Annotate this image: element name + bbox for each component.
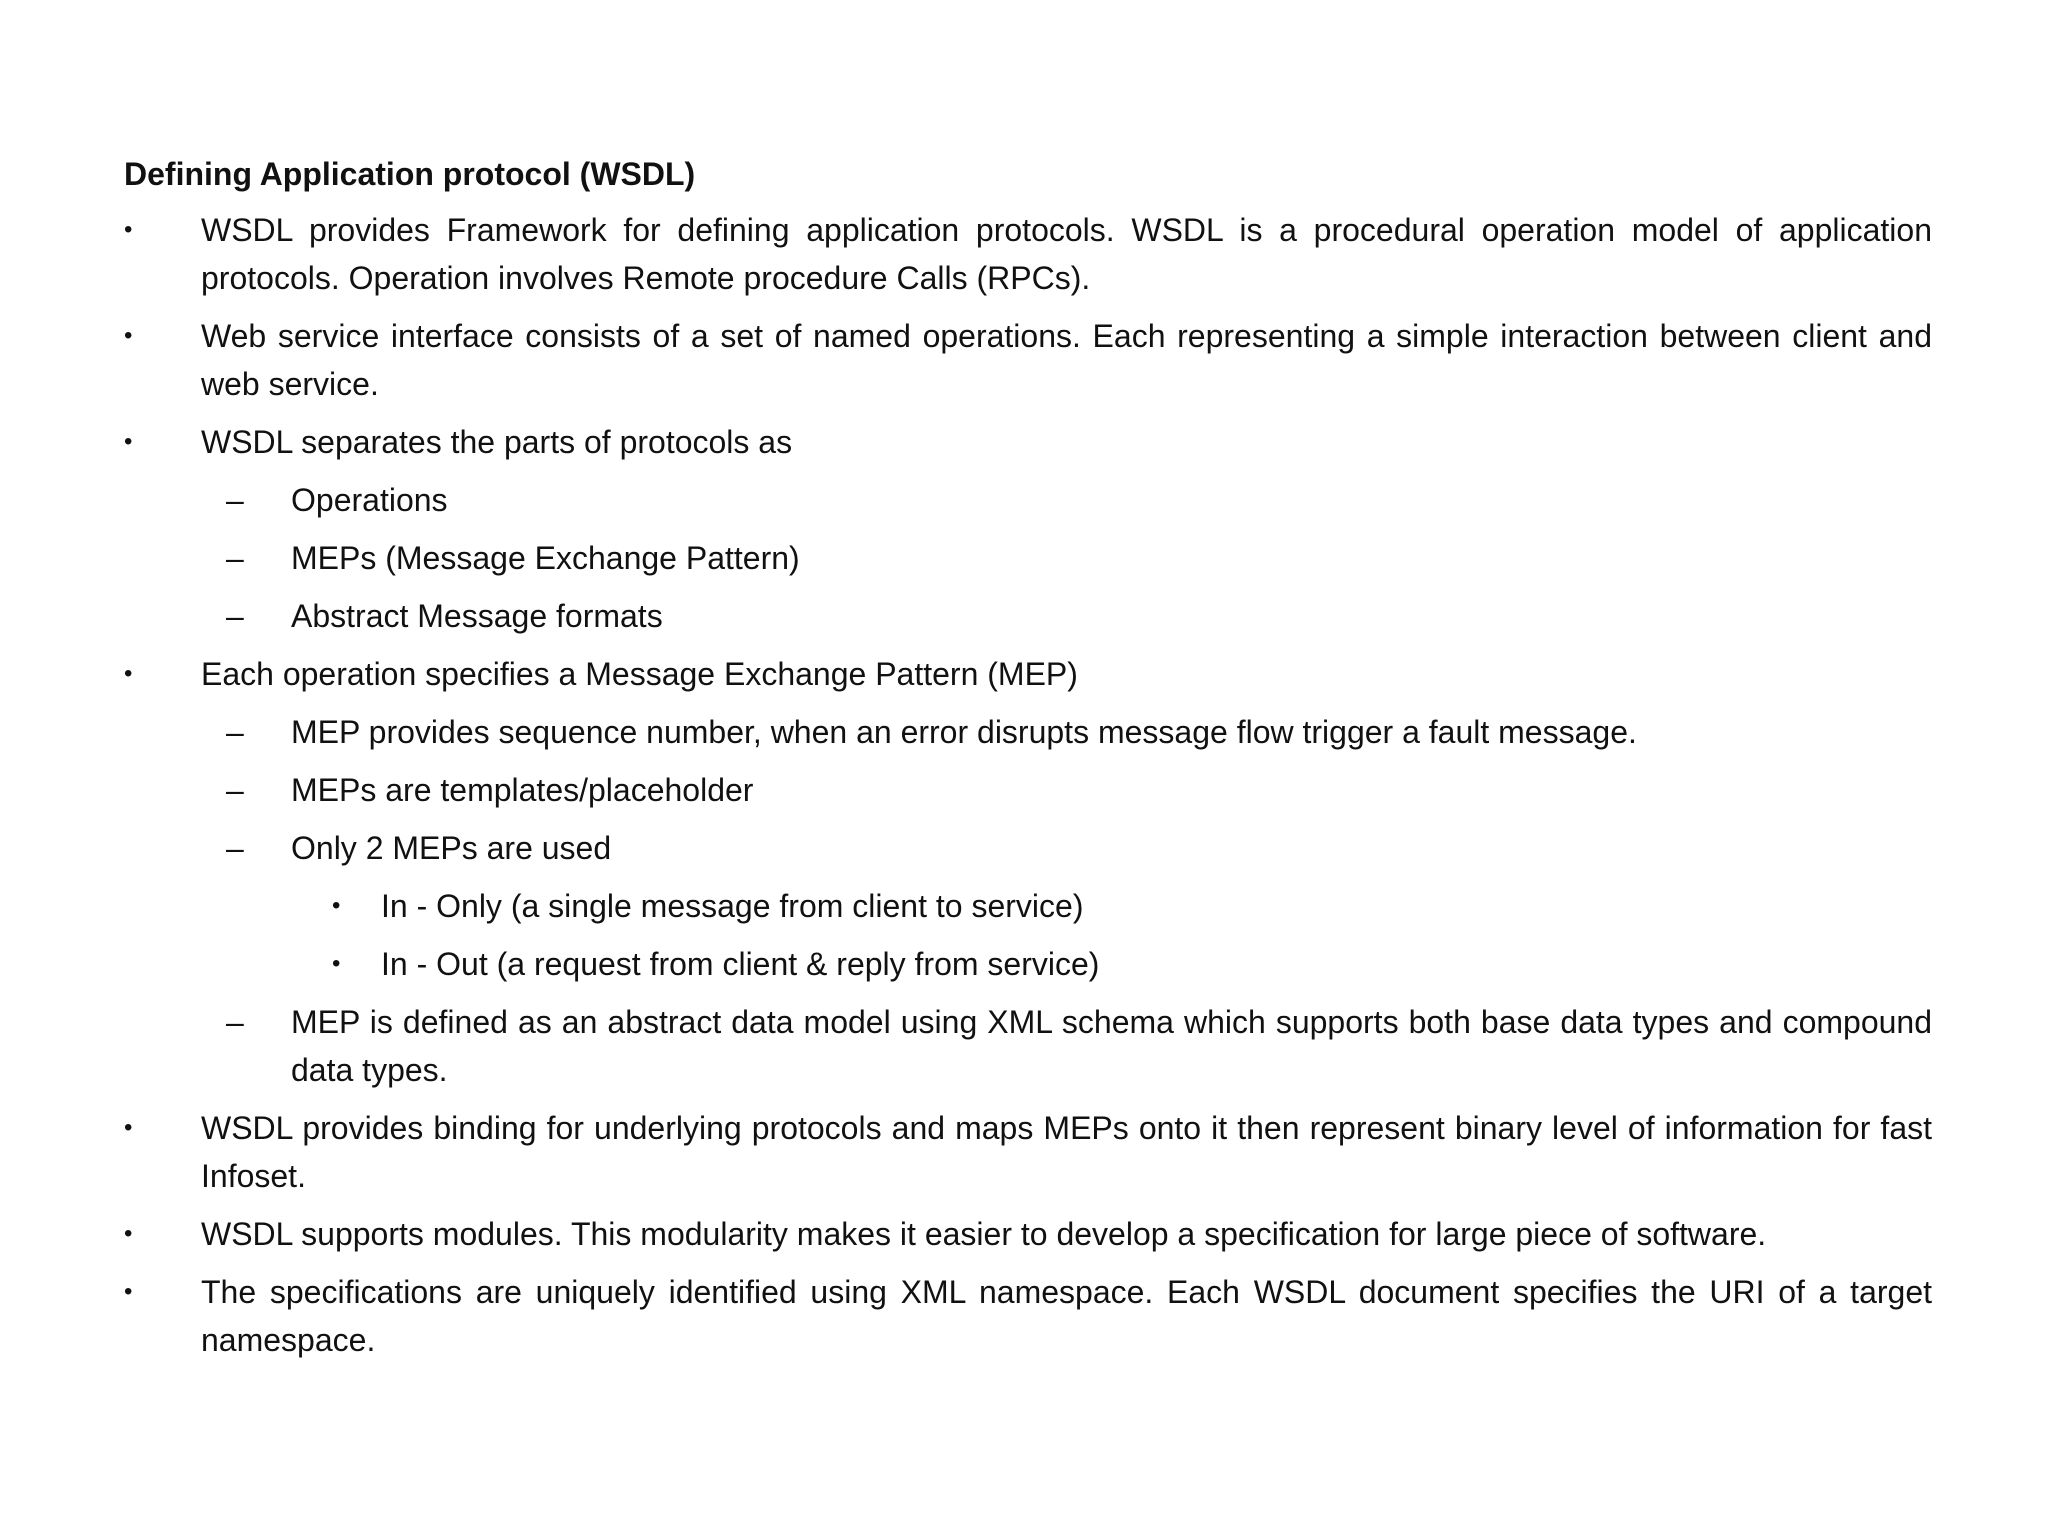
sub-list-item (124, 708, 1932, 756)
sub-list-item (124, 998, 1932, 1094)
list-item (124, 650, 1932, 698)
dash-icon: – (226, 482, 244, 518)
bullet-icon: • (124, 1114, 133, 1141)
list-item (124, 312, 1932, 408)
bullet-icon: • (332, 950, 341, 977)
list-item-text: MEP is defined as an abstract data model using XML schema which supports both base data types and compound data types. (291, 1004, 1932, 1088)
list-item-text: Only 2 MEPs are used (291, 830, 612, 866)
dash-icon: – (226, 598, 244, 634)
list-item-text: WSDL provides Framework for defining application protocols. WSDL is a procedural operation model of application protocols. Operation involves Remote procedure Calls (RPCs). (201, 212, 1932, 296)
sub-list-item (124, 476, 1932, 524)
list-item-text: Operations (291, 482, 448, 518)
list-item (124, 1268, 1932, 1364)
dash-icon: – (226, 540, 244, 576)
list-item-text: The specifications are uniquely identified using XML namespace. Each WSDL document specifies the URI of a target namespace. (201, 1274, 1932, 1358)
list-item-text: Each operation specifies a Message Exchange Pattern (MEP) (201, 656, 1078, 692)
sub-sub-list-item (124, 882, 1932, 930)
list-item-text: MEPs are templates/placeholder (291, 772, 754, 808)
sub-list-item (124, 766, 1932, 814)
bullet-icon: • (124, 1278, 133, 1305)
dash-icon: – (226, 830, 244, 866)
sub-list-item (124, 824, 1932, 872)
list-item (124, 206, 1932, 302)
list-item-text: In - Only (a single message from client to service) (381, 888, 1084, 924)
list-item-text: MEPs (Message Exchange Pattern) (291, 540, 800, 576)
list-item-text: In - Out (a request from client & reply from service) (381, 946, 1100, 982)
list-item-text: Abstract Message formats (291, 598, 663, 634)
list-item (124, 418, 1932, 466)
list-item-text: WSDL separates the parts of protocols as (201, 424, 793, 460)
dash-icon: – (226, 714, 244, 750)
list-item-text: WSDL supports modules. This modularity makes it easier to develop a specification for large piece of software. (201, 1216, 1767, 1252)
bullet-icon: • (124, 428, 133, 455)
bullet-icon: • (124, 1220, 133, 1247)
bullet-icon: • (124, 322, 133, 349)
list-item-text: WSDL provides binding for underlying protocols and maps MEPs onto it then represent binary level of information for fast Infoset. (201, 1110, 1932, 1194)
list-item (124, 1104, 1932, 1200)
bullet-icon: • (332, 892, 341, 919)
dash-icon: – (226, 772, 244, 808)
page-title: Defining Application protocol (WSDL) (124, 156, 696, 192)
bullet-icon: • (124, 216, 133, 243)
dash-icon: – (226, 1004, 244, 1040)
bullet-icon: • (124, 660, 133, 687)
sub-sub-list-item (124, 940, 1932, 988)
document-page (124, 150, 1932, 1374)
sub-list-item (124, 534, 1932, 582)
list-item-text: MEP provides sequence number, when an error disrupts message flow trigger a fault message. (291, 714, 1637, 750)
list-item (124, 1210, 1932, 1258)
sub-list-item (124, 592, 1932, 640)
list-item-text: Web service interface consists of a set of named operations. Each representing a simple interaction between client and web service. (201, 318, 1932, 402)
